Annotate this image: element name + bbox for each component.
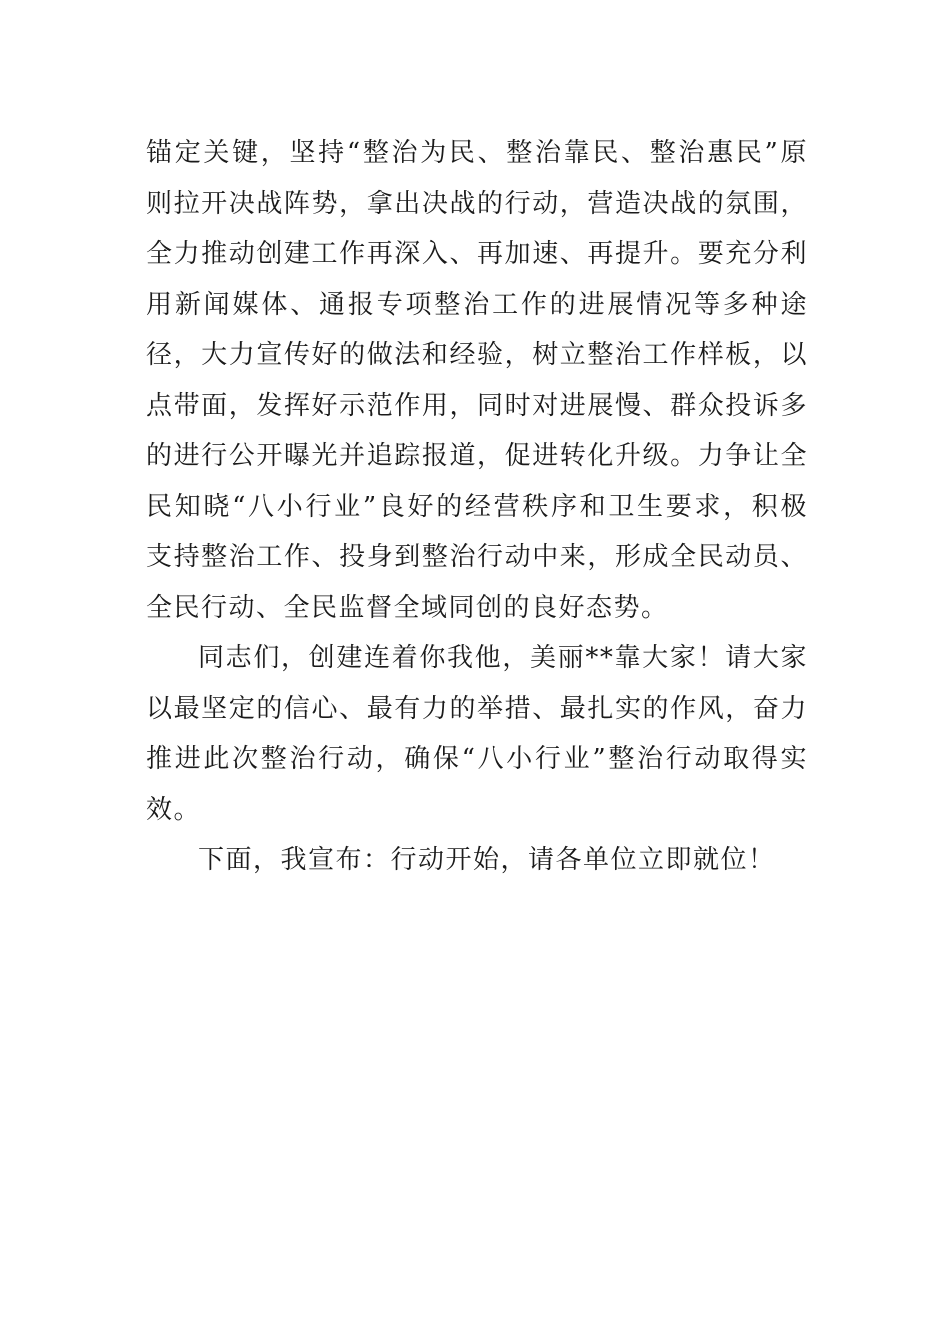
paragraph-continuation: 锚定关键，坚持“整治为民、整治靠民、整治惠民”原则拉开决战阵势，拿出决战的行动，营造决战的氛围，全力推动创建工作再深入、再加速、再提升。要充分利用新闻媒体、通报专项整治工作的进展情况等多种途径，大力宣传好的做法和经验，树立整治工作样板，以点带面，发挥好示范作用，同时对进展慢、群众投诉多的进行公开曝光并追踪报道，促进转化升级。力争让全民知晓“八小行业”良好的经营秩序和卫生要求，积极支持整治工作、投身到整治行动中来，形成全民动员、全民行动、全民监督全域同创的良好态势。	[146, 138, 808, 623]
paragraph-announcement: 下面，我宣布：行动开始，请各单位立即就位！	[198, 845, 776, 875]
document-body	[146, 128, 808, 886]
paragraph-appeal: 同志们，创建连着你我他，美丽**靠大家！请大家以最坚定的信心、最有力的举措、最扎实的作风，奋力推进此次整治行动，确保“八小行业”整治行动取得实效。	[146, 643, 808, 825]
